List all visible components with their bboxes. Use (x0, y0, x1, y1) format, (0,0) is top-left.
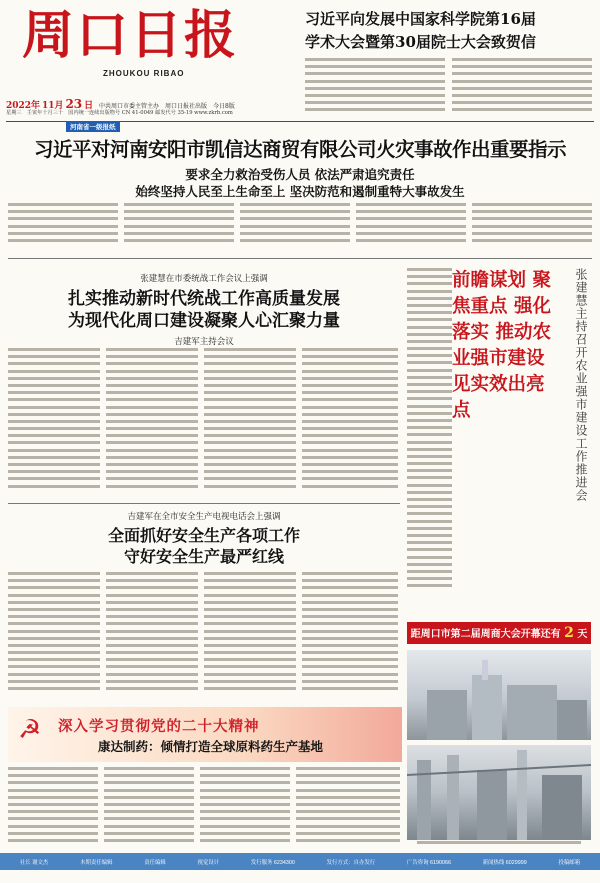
main-story-body-col-2 (124, 203, 234, 253)
top-headline-line-1: 习近平向发展中国家科学院第16届 (305, 10, 536, 28)
footer-item: 新闻热线 6029999 (482, 859, 527, 866)
publisher-info: 中共周口市委主管主办 周口日报社出版 今日8版 (99, 103, 235, 110)
right-story-body-col (407, 268, 452, 618)
banner-subtitle: 康达制药：倾情打造全球原料药生产基地 (98, 739, 324, 754)
countdown-banner (407, 622, 591, 644)
story1-body-col-4 (302, 348, 398, 498)
story2-title[interactable] (8, 525, 400, 567)
story1-byline: 吉建军主持会议 (174, 337, 234, 347)
divider-rule-2 (8, 503, 400, 504)
footer-item: 视觉设计 (197, 859, 220, 866)
divider-rule (8, 258, 592, 259)
party-emblem-icon: ☭ (18, 715, 42, 745)
story1-title[interactable] (8, 288, 400, 332)
main-story-body-col-5 (472, 203, 592, 253)
feature-body-col-3 (200, 767, 290, 849)
footer-item: 发行方式：自办发行 (326, 859, 376, 866)
main-story-body-col-3 (240, 203, 350, 253)
factory-interior-photo (407, 745, 591, 840)
main-story-body-col-4 (356, 203, 466, 253)
countdown-text-before: 距周口市第二届周商大会开幕还有 (410, 629, 561, 640)
top-story-body-col-1 (305, 58, 445, 118)
main-headline[interactable]: 习近平对河南安阳市凯信达商贸有限公司火灾事故作出重要指示 (33, 138, 566, 161)
footer-item: 社长 谢文杰 (19, 859, 49, 866)
countdown-text-after: 天 (577, 629, 588, 640)
top-headline[interactable] (305, 8, 595, 54)
story2-body-col-3 (204, 572, 296, 702)
main-story-body-col-1 (8, 203, 118, 253)
sub-headline-1: 要求全力救治受伤人员 依法严肃追究责任 (185, 167, 415, 182)
newspaper-tag: 河南省一级报纸 (66, 121, 120, 132)
right-story-kicker: 张建慧主持召开农业强市建设工作推进会 (574, 268, 588, 502)
story2-title-line-2: 守好安全生产最严红线 (123, 547, 284, 566)
story1-body-col-1 (8, 348, 100, 498)
story2-kicker: 吉建军在全市安全生产电视电话会上强调 (127, 512, 281, 522)
right-story-title[interactable]: 前瞻谋划 聚焦重点 强化落实 推动农业强市建设见实效出亮点 (452, 270, 551, 421)
story1-body-col-3 (204, 348, 296, 498)
date-month: 11月 (41, 101, 64, 111)
date-day: 23 (65, 97, 83, 111)
industrial-equipment-icon (407, 745, 591, 840)
countdown-number: 2 (564, 625, 574, 641)
footer-item: 发行服务 6234300 (250, 859, 295, 866)
sub-headline-2: 始终坚持人民至上生命至上 坚决防范和遏制重特大事故发生 (135, 184, 465, 199)
newspaper-logo: 周口日报 (22, 5, 239, 66)
story1-title-line-1: 扎实推动新时代统战工作高质量发展 (68, 289, 340, 309)
newspaper-pinyin-name: ZHOUKOU RIBAO (103, 69, 185, 78)
story1-body-col-2 (106, 348, 198, 498)
feature-body-col-4 (296, 767, 400, 849)
footer-item: 责任编辑 (144, 859, 166, 866)
story2-body-col-4 (302, 572, 398, 702)
issue-info: 星期三 壬寅年十月三十 国内统一连续出版物号 CN 41-0049 邮发代号 35-19 www.zkrb.com (6, 110, 233, 116)
feature-banner[interactable] (8, 707, 402, 762)
story1-title-line-2: 为现代化周口建设凝聚人心汇聚力量 (68, 311, 340, 331)
story2-title-line-1: 全面抓好安全生产各项工作 (107, 526, 300, 545)
top-story-body-col-2 (452, 58, 592, 118)
feature-body-col-2 (104, 767, 194, 849)
banner-title: 深入学习贯彻党的二十大精神 (58, 718, 260, 735)
top-headline-line-2: 学术大会暨第30届院士大会致贺信 (305, 33, 536, 51)
story2-body-col-1 (8, 572, 100, 702)
factory-photo (407, 650, 591, 740)
footer-item: 投稿邮箱 (558, 859, 581, 866)
factory-buildings-icon (407, 650, 591, 740)
photo-caption (407, 841, 591, 844)
footer-bar (0, 853, 600, 870)
story1-kicker: 张建慧在市委统战工作会议上强调 (140, 274, 268, 284)
footer-item: 广告咨询 6190066 (406, 859, 451, 866)
story2-body-col-2 (106, 572, 198, 702)
date-day-suffix: 日 (84, 101, 94, 111)
date-year: 2022年 (6, 101, 41, 111)
footer-item: 本期责任编辑 (80, 859, 113, 866)
feature-body-col-1 (8, 767, 98, 849)
